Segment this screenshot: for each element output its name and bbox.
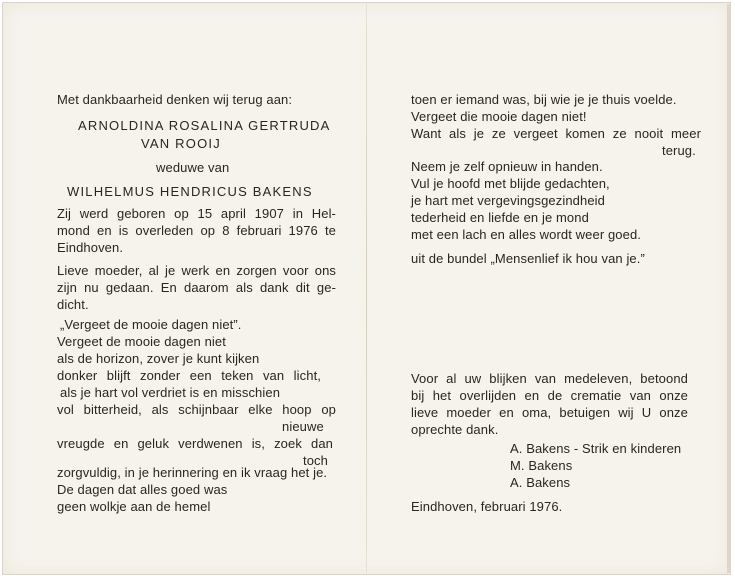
- bio-line: Eindhoven.: [57, 240, 124, 255]
- thanks-line: oprechte dank.: [411, 422, 499, 437]
- signatory: A. Bakens - Strik en kinderen: [510, 441, 682, 456]
- signatory: A. Bakens: [510, 475, 571, 490]
- poem-line: vol bitterheid, als schijnbaar elke hoop op: [57, 402, 336, 417]
- bio-line: mond en is overleden op 8 februari 1976 te: [57, 223, 336, 238]
- poem-line: met een lach en alles wordt weer goed.: [411, 227, 641, 242]
- deceased-name-line1: ARNOLDINA ROSALINA GERTRUDA: [78, 118, 331, 133]
- poem-line: nieuwe: [282, 419, 324, 434]
- place-date: Eindhoven, februari 1976.: [411, 499, 563, 514]
- poem-line: Neem je zelf opnieuw in handen.: [411, 159, 603, 174]
- card-edge: [727, 4, 731, 573]
- poem-line: geen wolkje aan de hemel: [57, 499, 211, 514]
- signatory: M. Bakens: [510, 458, 573, 473]
- poem-line: als je hart vol verdriet is en misschien: [60, 385, 281, 400]
- thanks-line: lieve moeder en oma, betuigen wij U onze: [411, 405, 688, 420]
- poem-line: donker blijft zonder een teken van licht,: [57, 368, 321, 383]
- poem-line: toen er iemand was, bij wie je je thuis voelde.: [411, 92, 677, 107]
- poem-line: zorgvuldig, in je herinnering en ik vraag het je.: [57, 465, 328, 480]
- thanks-line: Voor al uw blijken van medeleven, betoond: [411, 371, 688, 386]
- husband-name: WILHELMUS HENDRICUS BAKENS: [67, 184, 313, 199]
- thanks-line: bij het overlijden en de crematie van onze: [411, 388, 688, 403]
- poem-line: Vergeet de mooie dagen niet: [57, 334, 226, 349]
- poem-line: Vul je hoofd met blijde gedachten,: [411, 176, 610, 191]
- widow-of-text: weduwe van: [156, 160, 230, 175]
- message-line: dicht.: [57, 297, 89, 312]
- poem-source: uit de bundel „Mensenlief ik hou van je.”: [411, 251, 645, 266]
- poem-line: tederheid en liefde en je mond: [411, 210, 589, 225]
- poem-line: Vergeet die mooie dagen niet!: [411, 109, 587, 124]
- message-line: zijn nu gedaan. En daarom als dank dit ge-: [57, 280, 336, 295]
- poem-line: De dagen dat alles goed was: [57, 482, 228, 497]
- center-fold: [366, 4, 367, 573]
- poem-line: je hart met vergevingsgezindheid: [411, 193, 605, 208]
- message-line: Lieve moeder, al je werk en zorgen voor ons: [57, 263, 336, 278]
- poem-line: vreugde en geluk verdwenen is, zoek dan: [57, 436, 333, 451]
- poem-title: „Vergeet de mooie dagen niet”.: [60, 317, 242, 332]
- intro-text: Met dankbaarheid denken wij terug aan:: [57, 92, 293, 107]
- poem-line: terug.: [662, 143, 696, 158]
- deceased-name-line2: VAN ROOIJ: [141, 136, 221, 151]
- poem-line: als de horizon, zover je kunt kijken: [57, 351, 260, 366]
- poem-line: Want als je ze vergeet komen ze nooit meer: [411, 126, 701, 141]
- poem-line: toch: [303, 453, 328, 468]
- bio-line: Zij werd geboren op 15 april 1907 in Hel-: [57, 206, 336, 221]
